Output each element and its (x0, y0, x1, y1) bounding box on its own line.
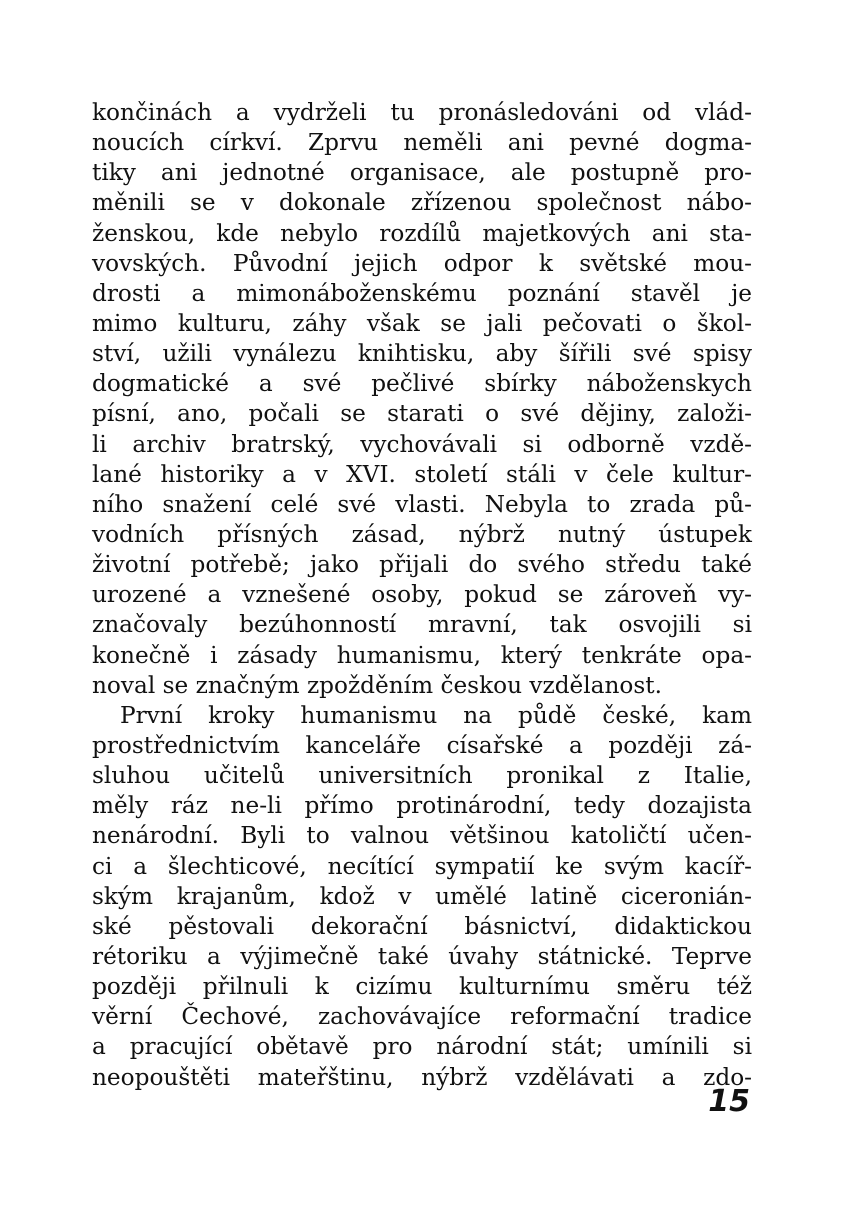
body-text (92, 98, 752, 1093)
text-line: sluhou učitelů universitních pronikal z Italie, (92, 762, 752, 790)
text-line: konečně i zásady humanismu, který tenkráte opa- (92, 641, 752, 669)
text-line: tiky ani jednotné organisace, ale postupně pro- (92, 159, 752, 187)
text-line: ství, užili vynálezu knihtisku, aby šířili své spisy (92, 340, 752, 368)
text-line: ským krajanům, kdož v umělé latině ciceronián- (92, 882, 752, 910)
text-line: končinách a vydrželi tu pronásledováni od vlád- (92, 99, 752, 126)
paragraph-1 (92, 98, 752, 701)
text-line: vodních přísných zásad, nýbrž nutný ústupek (92, 520, 752, 548)
text-line: písní, ano, počali se starati o své dějiny, založi- (92, 400, 752, 428)
paragraph-2 (92, 701, 752, 1093)
text-line: a pracující obětavě pro národní stát; umínili si (92, 1033, 752, 1061)
text-line: dogmatické a své pečlivé sbírky náboženskych (92, 370, 752, 398)
text-line: ské pěstovali dekorační básnictví, didaktickou (92, 912, 752, 940)
text-line: měnili se v dokonale zřízenou společnost nábo- (92, 189, 752, 217)
text-line: věrní Čechové, zachovávajíce reformační tradice (92, 1003, 752, 1031)
text-line: První kroky humanismu na půdě české, kam (120, 701, 752, 729)
text-line: li archiv bratrský, vychovávali si odborně vzdě- (92, 430, 752, 458)
text-line: drosti a mimonáboženskému poznání stavěl je (92, 279, 752, 307)
text-line: ženskou, kde nebylo rozdílů majetkových ani sta- (92, 219, 752, 247)
text-line: měly ráz ne-li přímo protinárodní, tedy dozajista (92, 792, 752, 820)
text-line: noucích církví. Zprvu neměli ani pevné dogma- (92, 129, 752, 157)
text-line: prostřednictvím kanceláře císařské a později zá- (92, 731, 752, 759)
text-line: nenárodní. Byli to valnou většinou katoličtí učen- (92, 822, 752, 850)
text-line: vovských. Původní jejich odpor k světské mou- (92, 249, 752, 277)
text-line: neopouštěti mateřštinu, nýbrž vzdělávati a zdo- (92, 1063, 752, 1091)
page-number: 15 (708, 1084, 750, 1119)
text-line: životní potřebě; jako přijali do svého středu také (92, 551, 752, 579)
text-line: urozené a vznešené osoby, pokud se zároveň vy- (92, 581, 752, 609)
text-line: mimo kulturu, záhy však se jali pečovati o škol- (92, 309, 752, 337)
text-line: později přilnuli k cizímu kulturnímu směru též (92, 973, 752, 1001)
text-line: značovaly bezúhonností mravní, tak osvojili si (92, 611, 752, 639)
text-line: rétoriku a výjimečně také úvahy státnické. Teprve (92, 942, 752, 970)
text-line: lané historiky a v XVI. století stáli v čele kultur- (92, 460, 752, 488)
text-line: ního snažení celé své vlasti. Nebyla to zrada pů- (92, 490, 752, 518)
text-line: noval se značným zpožděním českou vzdělanost. (92, 671, 662, 699)
text-line: ci a šlechticové, necítící sympatií ke svým kacíř- (92, 852, 752, 880)
